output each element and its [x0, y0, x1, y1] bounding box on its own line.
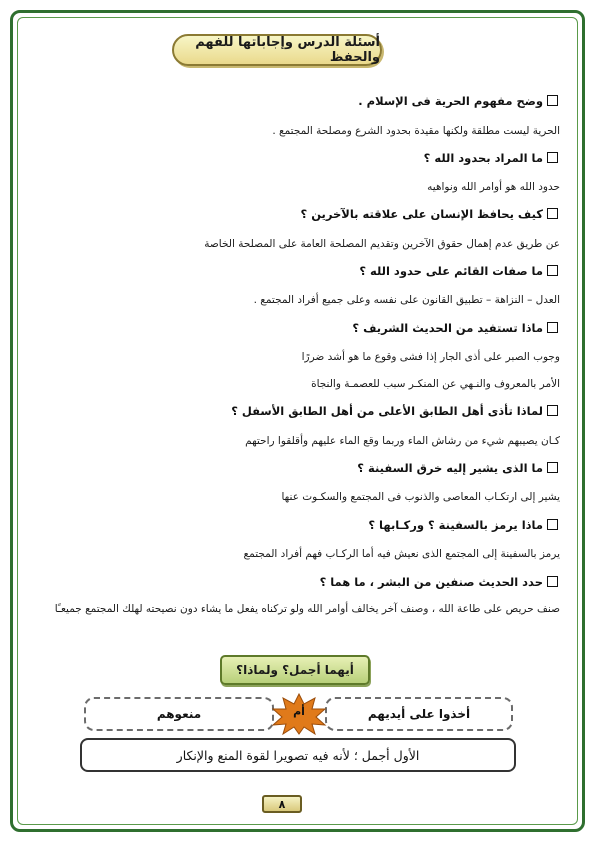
- title-banner: [172, 34, 382, 66]
- answer-6: كـان يصيبهم شيء من رشاش الماء وربما وقع الماء عليهم وأقلقوا راحتهم: [245, 435, 560, 447]
- question-4: [30, 264, 558, 278]
- answer-3: عن طريق عدم إهمال حقوق الآخرين وتقديم المصلحة العامة على المصلحة الخاصة: [204, 238, 560, 250]
- or-badge-icon: [271, 693, 327, 735]
- question-text: ماذا يرمز بالسفينة ؟ وركـابها ؟: [368, 518, 543, 532]
- quiz-answer: الأول أجمل ؛ لأنه فيه تصويرا لقوة المنع والإنكار: [80, 738, 516, 772]
- checkbox-icon: [547, 462, 558, 473]
- question-text: ماذا تستفيد من الحديث الشريف ؟: [352, 321, 543, 335]
- checkbox-icon: [547, 95, 558, 106]
- answer-4: العدل – النزاهة – تطبيق القانون على نفسه وعلى جميع أفراد المجتمع .: [253, 294, 560, 306]
- question-5: [30, 321, 558, 335]
- option-took-their-hands: أخذوا على أيديهم: [325, 697, 513, 731]
- question-text: وضح مفهوم الحرية فى الإسلام .: [358, 94, 543, 108]
- answer-7: يشير إلى ارتكـاب المعاصى والذنوب فى المجتمع والسكـوت عنها: [281, 491, 560, 503]
- question-8: [30, 518, 558, 532]
- question-3: [30, 207, 558, 221]
- answer-5a: وجوب الصبر على أذى الجار إذا فشى وقوع ما هو أشد ضررًا: [301, 351, 560, 363]
- checkbox-icon: [547, 519, 558, 530]
- question-6: [30, 404, 558, 418]
- question-text: حدد الحديث صنفين من البشر ، ما هما ؟: [319, 575, 543, 589]
- checkbox-icon: [547, 208, 558, 219]
- option-prevented-them: منعوهم: [84, 697, 274, 731]
- question-text: ما المراد بحدود الله ؟: [423, 151, 543, 165]
- question-9: [30, 575, 558, 589]
- question-1: [30, 94, 558, 108]
- answer-5b: الأمر بالمعروف والنـهي عن المنكـر سبب للعصمـة والنجاة: [311, 378, 560, 390]
- answer-1: الحرية ليست مطلقة ولكنها مقيدة بحدود الشرع ومصلحة المجتمع .: [272, 125, 560, 137]
- page-title: أسئلة الدرس وإجاباتها للفهم والحفظ: [172, 34, 382, 66]
- quiz-question-banner: أيهما أجمل؟ ولماذا؟: [220, 655, 370, 685]
- checkbox-icon: [547, 152, 558, 163]
- checkbox-icon: [547, 265, 558, 276]
- checkbox-icon: [547, 322, 558, 333]
- answer-2: حدود الله هو أوامر الله ونواهيه: [427, 181, 560, 193]
- page-number: ٨: [262, 795, 302, 813]
- checkbox-icon: [547, 576, 558, 587]
- question-2: [30, 151, 558, 165]
- question-text: كيف يحافظ الإنسان على علاقته بالآخرين ؟: [300, 207, 543, 221]
- question-text: ما الذى يشير إليه خرق السفينة ؟: [357, 461, 543, 475]
- or-label: أم: [293, 705, 305, 718]
- question-text: لماذا تأذى أهل الطابق الأعلى من أهل الطابق الأسفل ؟: [231, 404, 543, 418]
- answer-9: صنف حريص على طاعة الله ، وصنف آخر يخالف أوامر الله ولو تركناه يفعل ما يشاء دون نصيحته لهلك المجتمع جميعـًا: [54, 603, 560, 615]
- answer-8: يرمز بالسفينة إلى المجتمع الذى نعيش فيه أما الركـاب فهم أفراد المجتمع: [243, 548, 560, 560]
- checkbox-icon: [547, 405, 558, 416]
- question-7: [30, 461, 558, 475]
- question-text: ما صفات القائم على حدود الله ؟: [359, 264, 543, 278]
